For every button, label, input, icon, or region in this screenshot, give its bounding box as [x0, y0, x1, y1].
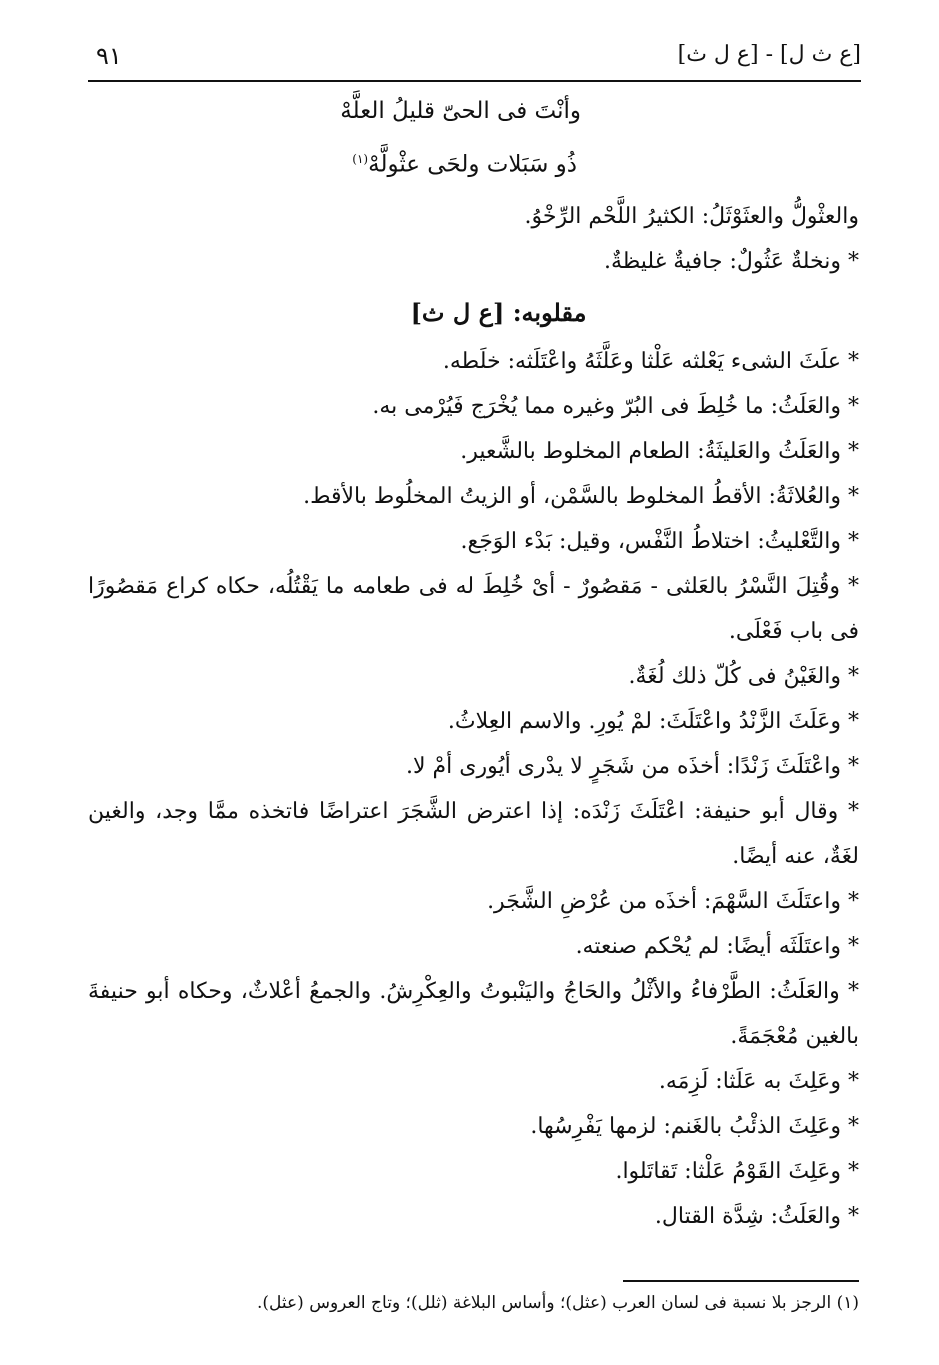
paragraph: * والتَّعْليثُ: اختلاطُ النَّفْس، وقيل: بَدْء الوَجَع.: [460, 529, 859, 554]
paragraph: * والعَلَثُ والعَليثَةُ: الطعام المخلوط بالشَّعير.: [460, 439, 859, 464]
paragraph: * وعَلِثَ الذئْبُ بالغَنم: لزمها يَفْرِسُها.: [530, 1114, 859, 1139]
paragraph: * وعَلِثَ به عَلَثا: لَزِمَه.: [658, 1069, 859, 1094]
paragraph: والعثْولُّ والعثَوْثَلُ: الكثيرُ اللَّحْم الرِّخْوُ.: [524, 204, 859, 229]
paragraph: * واعتَلَثَه أيضًا: لم يُحْكم صنعته.: [575, 934, 859, 959]
page-number: ٩١: [96, 42, 122, 70]
paragraph: * والعَلَثُ: ما خُلِطَ فى البُرّ وغيره مما يُخْرَج فَيُرْمى به.: [372, 394, 859, 419]
footnote-marker: (١): [352, 152, 369, 166]
paragraph: * وعَلَثَ الزَّنْدُ واعْتَلَثَ: لمْ يُورِ. والاسم العِلاثُ.: [447, 709, 859, 734]
paragraph: * علَثَ الشىء يَعْلثه عَلْثا وعَلَّثَهُ واعْتَلَثه: خلَطه.: [442, 349, 859, 374]
paragraph: * وعَلِثَ القَوْمُ عَلْثا: تَقاتَلوا.: [615, 1159, 859, 1184]
paragraph: * والعَلَثُ: شِدَّة القتال.: [654, 1204, 859, 1229]
footnote: (١) الرجز بلا نسبة فى لسان العرب (عثل)؛ وأساس البلاغة (ثلل)؛ وتاج العروس (عثل).: [256, 1293, 859, 1313]
page-header: [88, 40, 861, 82]
paragraph: * وقال أبو حنيفة: اعْتَلَثَ زَنْدَه: إذا اعترض الشَّجَرَ اعتراضًا فاتخذه ممَّا وجد، والغين لغَةٌ، عنه أيضًا.: [88, 799, 859, 869]
verse-line-2-text: ذُو سَبَلات ولحَى عثْولَّهْ: [368, 151, 577, 178]
paragraph: * والعَلَثُ: الطَّرْفاءُ والأثْلُ والحَاجُ واليَنْبوتُ والعِكْرِشُ. والجمعُ أعْلاثٌ، وحكاه أبو حنيفةَ بالغين مُعْجَمَةً.: [88, 979, 859, 1049]
verse-line-1: وأنْتَ فى الحىّ قليلُ العلَّهْ: [340, 98, 581, 124]
body-text: [88, 194, 859, 1239]
verse-line-2: [352, 144, 577, 180]
paragraph: * ونخلةٌ عَثُولٌ: جافيةٌ غليظةٌ.: [603, 249, 859, 274]
paragraph: * واعْتَلَثَ زَنْدًا: أخذَه من شَجَرٍ لا يدْرى أيُورى أمْ لا.: [405, 754, 859, 779]
paragraph: * والعُلاثَةُ: الأقطُ المخلوط بالسَّمْن، أو الزيتُ المخلُوط بالأقط.: [303, 484, 859, 509]
footnote-divider: [623, 1280, 859, 1282]
paragraph: * واعتَلَثَ السَّهْمَ: أخذَه من عُرْضِ الشَّجَر.: [487, 889, 859, 914]
paragraph: * والغَيْنُ فى كُلّ ذلك لُغَةٌ.: [628, 664, 859, 689]
header-root-title: [ع ث ل] - [ع ل ث]: [677, 42, 861, 67]
section-heading: مقلوبه: [ع ل ث]: [410, 298, 587, 327]
paragraph: * وقُتِلَ النَّسْرُ بالعَلثى - مَقصُورٌ - أىْ خُلِطَ له فى طعامه ما يَقْتُلُه، حكاه كراع مَقصُورًا فى باب فَعْلَى.: [88, 574, 859, 644]
